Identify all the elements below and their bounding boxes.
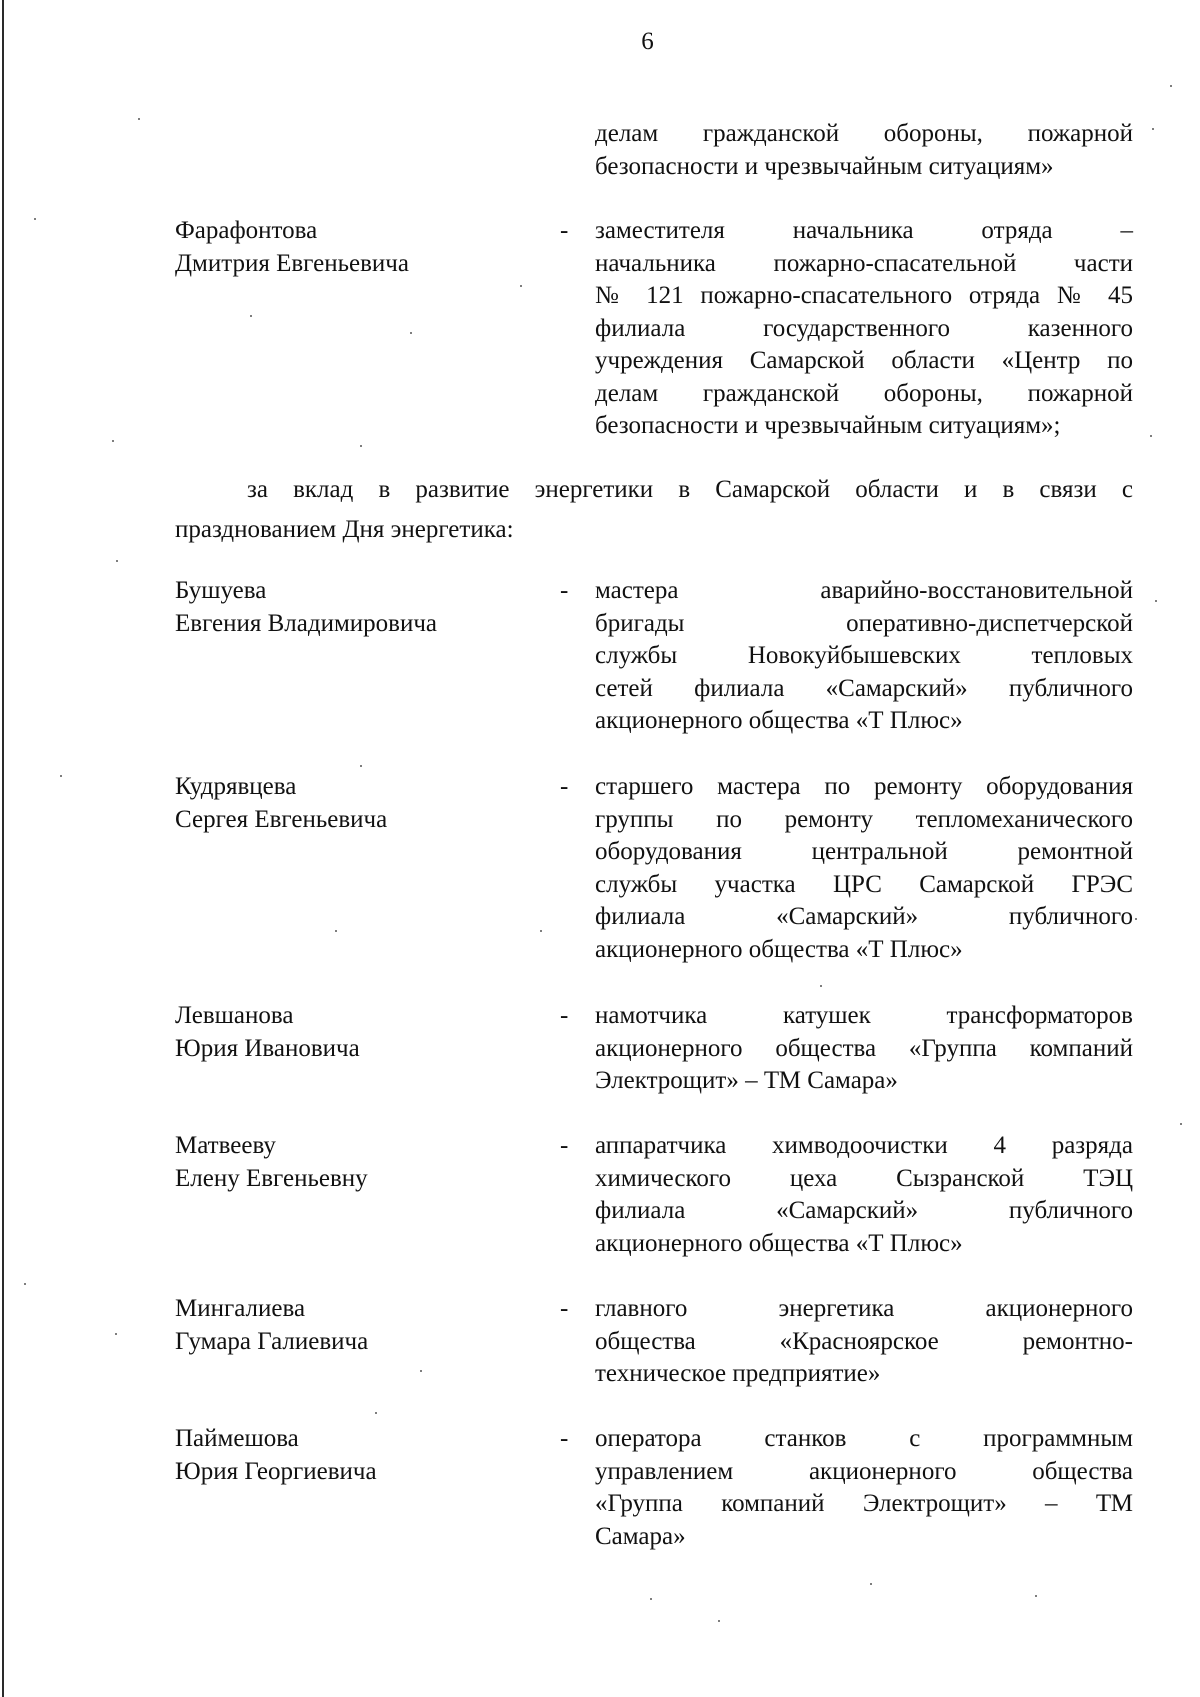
position-line: оператора станков с программным [595, 1425, 1133, 1452]
position-line: филиала государственного казенного [595, 314, 1133, 342]
position-line: № 121 пожарно-спасательного отряда № 45 [595, 282, 1133, 309]
continuation-line: безопасности и чрезвычайным ситуациям» [595, 152, 1054, 180]
recipient-position [595, 1293, 1133, 1391]
surname: Фарафонтова [175, 217, 318, 244]
recipient-position [595, 575, 1133, 738]
position-line: Самара» [595, 1522, 686, 1550]
position-line: намотчика катушек трансформаторов [595, 1002, 1133, 1029]
position-line: «Группа компаний Электрощит» – ТМ [595, 1490, 1133, 1517]
position-line: учреждения Самарской области «Центр по [595, 347, 1133, 374]
recipient-name [175, 215, 555, 280]
recipient-position [595, 215, 1133, 443]
dash-separator: - [560, 577, 569, 604]
position-line: службы Новокуйбышевских тепловых [595, 642, 1133, 669]
recipient-name [175, 1423, 555, 1488]
position-line: оборудования центральной ремонтной [595, 838, 1133, 865]
dash-separator: - [560, 1002, 569, 1029]
section-intro-line: за вклад в развитие энергетики в Самарской области и в связи с [247, 476, 1133, 503]
position-line: делам гражданской обороны, пожарной [595, 379, 1133, 407]
position-line: безопасности и чрезвычайным ситуациям»; [595, 412, 1061, 439]
given-names: Евгения Владимировича [175, 609, 437, 637]
given-names: Гумара Галиевича [175, 1327, 369, 1355]
position-line: управлением акционерного общества [595, 1457, 1133, 1485]
surname: Левшанова [175, 1002, 294, 1029]
recipient-position [595, 1000, 1133, 1098]
section-intro-line: празднованием Дня энергетика: [175, 516, 514, 543]
recipient-position [595, 1423, 1133, 1553]
position-line: акционерного общества «Т Плюс» [595, 935, 963, 963]
recipient-name [175, 771, 555, 836]
dash-separator: - [560, 1425, 569, 1452]
recipient-name [175, 575, 555, 640]
recipient-name [175, 1000, 555, 1065]
position-line: филиала «Самарский» публичного [595, 1197, 1133, 1224]
position-line: заместителя начальника отряда – [595, 217, 1133, 244]
surname: Паймешова [175, 1425, 299, 1452]
dash-separator: - [560, 773, 569, 800]
position-line: акционерного общества «Т Плюс» [595, 707, 963, 734]
recipient-position [595, 771, 1133, 966]
continuation-text [595, 118, 1133, 183]
given-names: Елену Евгеньевну [175, 1164, 368, 1192]
given-names: Юрия Георгиевича [175, 1457, 377, 1485]
recipient-name [175, 1130, 555, 1195]
position-line: сетей филиала «Самарский» публичного [595, 674, 1133, 702]
surname: Кудрявцева [175, 773, 297, 800]
given-names: Дмитрия Евгеньевича [175, 249, 409, 277]
surname: Матвееву [175, 1132, 276, 1159]
surname: Мингалиева [175, 1295, 306, 1322]
recipient-name [175, 1293, 555, 1358]
position-line: акционерного общества «Т Плюс» [595, 1229, 963, 1257]
dash-separator: - [560, 1295, 569, 1322]
position-line: химического цеха Сызранской ТЭЦ [595, 1164, 1133, 1192]
position-line: техническое предприятие» [595, 1360, 881, 1387]
dash-separator: - [560, 217, 569, 244]
position-line: начальника пожарно-спасательной части [595, 249, 1133, 277]
position-line: аппаратчика химводоочистки 4 разряда [595, 1132, 1133, 1159]
position-line: группы по ремонту тепломеханического [595, 805, 1133, 833]
position-line: Электрощит» – ТМ Самара» [595, 1067, 898, 1094]
position-line: общества «Красноярское ремонтно- [595, 1327, 1133, 1355]
position-line: акционерного общества «Группа компаний [595, 1034, 1133, 1062]
position-line: старшего мастера по ремонту оборудования [595, 773, 1133, 800]
continuation-line: делам гражданской обороны, пожарной [595, 120, 1133, 147]
position-line: службы участка ЦРС Самарской ГРЭС [595, 870, 1133, 898]
position-line: мастера аварийно-восстановительной [595, 577, 1133, 604]
position-line: главного энергетика акционерного [595, 1295, 1133, 1322]
page-number: 6 [641, 28, 654, 55]
recipient-position [595, 1130, 1133, 1260]
position-line: филиала «Самарский» публичного [595, 903, 1133, 930]
dash-separator: - [560, 1132, 569, 1159]
given-names: Сергея Евгеньевича [175, 805, 388, 833]
page-left-edge [2, 0, 4, 1697]
surname: Бушуева [175, 577, 267, 604]
given-names: Юрия Ивановича [175, 1034, 360, 1062]
position-line: бригады оперативно-диспетчерской [595, 609, 1133, 637]
